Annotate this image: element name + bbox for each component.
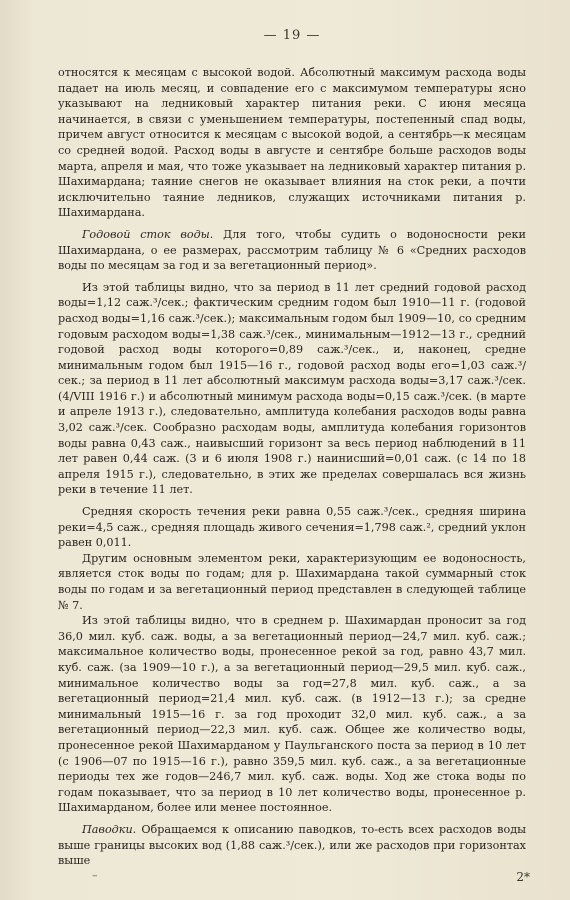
paragraph-3-text: Из этой таблицы видно, что за период в 11 лет средний годовой расход воды=1,12 саж.³/сек.; фактическим средним годом был 1910—11 г. (годовой расход воды=1,16 саж.³/сек.); максимальным годом был 1909—10, со средним годовым расходом воды=1,38 саж.³/сек., минимальным—1912—13 г., средний годовой расход воды которого=0,89 саж.³/сек., и, наконец, средне минимальным годом был 1915—16 г., годовой расход воды его=1,03 саж.³/сек.; за период в 11 лет абсолютный максимум расхода воды=3,17 саж.³/сек. (4/VIII 1916 г.) и абсолютный минимум расхода воды=0,15 саж.³/сек. (в марте и апреле 1913 г.), следовательно, амплитуда колебания расходов воды равна 3,02 саж.³/сек. Сообразно расходам воды, амплитуда колебания горизонтов воды равна 0,43 саж., наивысший горизонт за весь период наблюдений в 11 лет равен 0,44 саж. (3 и 6 июля 1908 г.) наинисший=0,01 саж. (с 14 по 18 апреля 1915 г.), следовательно, в этих же пределах совершалась вся жизнь реки в течение 11 лет. xyxy=(58,280,526,497)
section-heading-annual-flow: Годовой сток воды. xyxy=(82,227,214,241)
paragraph-6 xyxy=(58,613,526,816)
paragraph-5 xyxy=(58,551,526,613)
paragraph-1 xyxy=(58,65,526,221)
section-heading-floods: Паводки. xyxy=(82,822,137,836)
paragraph-4 xyxy=(58,504,526,551)
paragraph-5-text: Другим основным элементом реки, характеризующим ее водоносность, является сток воды по годам; для р. Шахимардана такой суммарный сток воды по годам и за вегетационный период представлен в следующей таблице № 7. xyxy=(58,551,526,612)
paragraph-2 xyxy=(58,227,526,274)
paragraph-1-text: относятся к месяцам с высокой водой. Абсолютный максимум расхода воды падает на июль месяц, и совпадение его с максимумом температуры ясно указывают на ледниковый характер питания реки. С июня месяца начинается, в связи с уменьшением температуры, постепенный спад воды, причем август относится к месяцам с высокой водой, а сентябрь—к месяцам со средней водой. Расход воды в августе и сентябре больше расходов воды марта, апреля и мая, что тоже указывает на ледниковый характер питания р. Шахимардана; таяние снегов не оказывает влияния на сток реки, а почти исключительно таяние ледников, служащих источниками питания р. Шахимардана. xyxy=(58,66,526,220)
paragraph-7 xyxy=(58,822,526,869)
paragraph-2-text: Для того, чтобы судить о водоносности реки Шахимардана, о ее размерах, рассмотрим таблицу № 6 «Средних расходов воды по месяцам за год и за вегетационный период». xyxy=(58,227,526,273)
paragraph-4-text: Средняя скорость течения реки равна 0,55 саж.³/сек., средняя ширина реки=4,5 саж., средняя площадь живого сечения=1,798 саж.², средний уклон равен 0,011. xyxy=(58,505,526,550)
page-number: — 19 — xyxy=(263,28,321,43)
footer-dash: – xyxy=(92,869,98,882)
paragraph-6-text: Из этой таблицы видно, что в среднем р. Шахимардан проносит за год 36,0 мил. куб. саж. воды, а за вегетационный период—24,7 мил. куб. саж.; максимальное количество воды, пронесенное рекой за год, равно 43,7 мил. куб. саж. (за 1909—10 г.), а за вегетационный период—29,5 мил. куб. саж., минимальное количество воды за год=27,8 мил. куб. саж., а за вегетационный период=21,4 мил. куб. саж. (в 1912—13 г.); за средне минимальный 1915—16 г. за год проходит 32,0 мил. куб. саж., а за вегетационный период—22,3 мил. куб. саж. Общее же количество воды, пронесенное рекой Шахимарданом у Паульганского поста за период в 10 лет (с 1906—07 по 1915—16 г.), равно 359,5 мил. куб. саж., а за вегетационные периоды тех же годов—246,7 мил. куб. саж. воды. Ход же стока воды по годам показывает, что за период в 10 лет количество воды, пронесенное р. Шахимарданом, более или менее постоянное. xyxy=(58,614,526,815)
paragraph-7-text: Обращаемся к описанию паводков, то-есть всех расходов воды выше границы высоких вод (1,88 саж.³/сек.), или же расходов при горизонтах выше xyxy=(58,822,526,868)
signature-mark: 2* xyxy=(516,870,530,884)
paragraph-3 xyxy=(58,280,526,498)
